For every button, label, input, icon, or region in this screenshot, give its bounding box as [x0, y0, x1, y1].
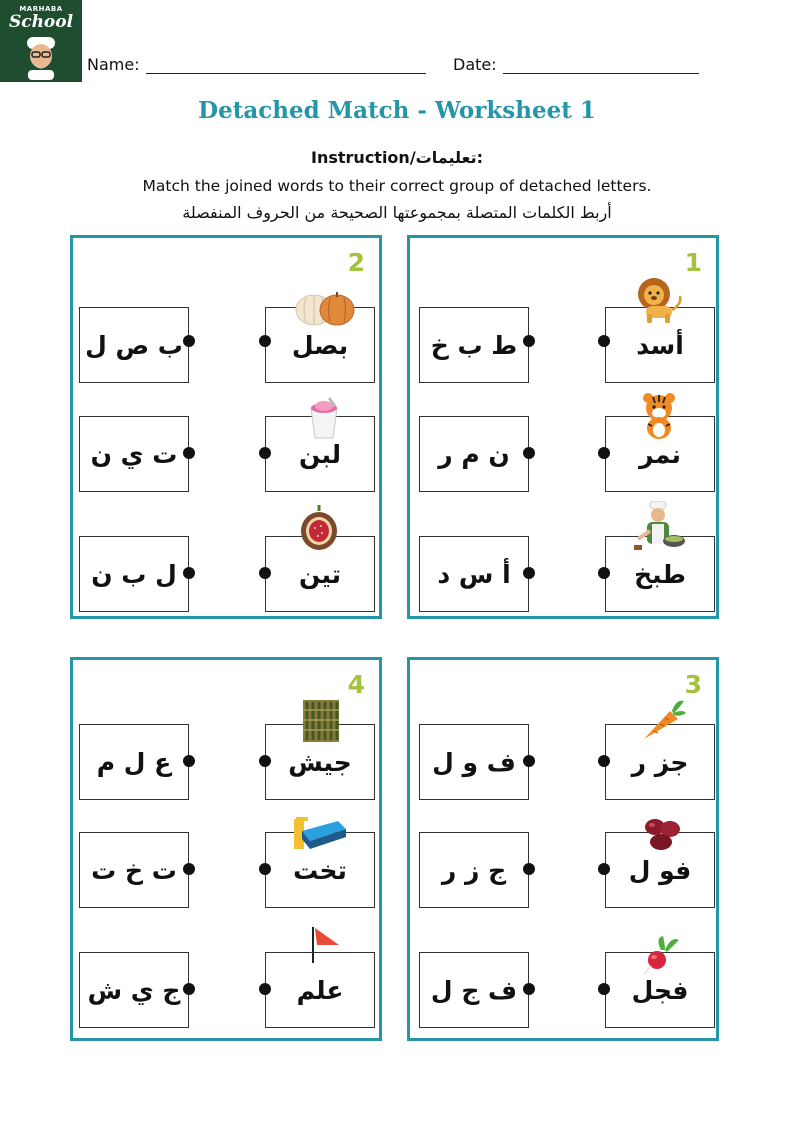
panel-number: 3	[684, 670, 702, 699]
joined-word-box[interactable]: تخت	[265, 832, 375, 908]
date-field[interactable]	[453, 55, 699, 74]
lion-icon	[634, 274, 686, 326]
name-field[interactable]	[87, 55, 426, 74]
joined-word-box[interactable]: فجل	[605, 952, 715, 1028]
match-dot[interactable]	[259, 335, 271, 347]
flag-icon	[307, 925, 343, 965]
panel-number: 2	[347, 248, 365, 277]
detached-letters-box[interactable]: أ س د	[419, 536, 529, 612]
radish-icon	[641, 934, 683, 976]
detached-letters-box[interactable]: ف ج ل	[419, 952, 529, 1028]
name-line[interactable]	[146, 57, 426, 74]
match-dot[interactable]	[183, 983, 195, 995]
logo-small-text: MARHABA	[19, 5, 63, 13]
joined-word-box[interactable]: طبخ	[605, 536, 715, 612]
joined-word-box[interactable]: علم	[265, 952, 375, 1028]
instruction-heading: Instruction/تعليمات:	[311, 148, 483, 167]
teacher-avatar-icon	[24, 34, 58, 80]
name-label: Name:	[87, 55, 140, 74]
worksheet-title: Detached Match - Worksheet 1	[198, 97, 596, 124]
bed-icon	[292, 815, 348, 851]
match-dot[interactable]	[523, 863, 535, 875]
onion-icon	[294, 288, 356, 326]
joined-word-box[interactable]: جيش	[265, 724, 375, 800]
match-dot[interactable]	[259, 567, 271, 579]
match-dot[interactable]	[259, 863, 271, 875]
date-line[interactable]	[503, 57, 699, 74]
detached-letters-box[interactable]: ت خ ت	[79, 832, 189, 908]
school-logo	[0, 0, 82, 82]
joined-word-box[interactable]: جز ر	[605, 724, 715, 800]
fig-icon	[299, 503, 339, 551]
match-dot[interactable]	[523, 983, 535, 995]
match-dot[interactable]	[523, 335, 535, 347]
detached-letters-box[interactable]: ط ب خ	[419, 307, 529, 383]
detached-letters-box[interactable]: ج ي ش	[79, 952, 189, 1028]
joined-word-box[interactable]: بصل	[265, 307, 375, 383]
match-dot[interactable]	[183, 447, 195, 459]
match-dot[interactable]	[598, 755, 610, 767]
instruction-arabic: أربط الكلمات المتصلة بمجموعتها الصحيحة من الحروف المنفصلة	[182, 203, 612, 222]
panel-number: 4	[347, 670, 365, 699]
detached-letters-box[interactable]: ج ز ر	[419, 832, 529, 908]
match-dot[interactable]	[598, 863, 610, 875]
match-dot[interactable]	[183, 567, 195, 579]
army-icon	[301, 698, 341, 744]
cooking-icon	[630, 501, 688, 551]
match-dot[interactable]	[523, 755, 535, 767]
detached-letters-box[interactable]: ل ب ن	[79, 536, 189, 612]
match-dot[interactable]	[183, 755, 195, 767]
carrot-icon	[640, 697, 688, 743]
match-dot[interactable]	[598, 335, 610, 347]
match-dot[interactable]	[183, 863, 195, 875]
detached-letters-box[interactable]: ف و ل	[419, 724, 529, 800]
match-dot[interactable]	[259, 755, 271, 767]
tiger-icon	[639, 391, 679, 443]
detached-letters-box[interactable]: ع ل م	[79, 724, 189, 800]
match-dot[interactable]	[183, 335, 195, 347]
logo-big-text: School	[8, 12, 74, 32]
match-dot[interactable]	[259, 983, 271, 995]
match-dot[interactable]	[523, 567, 535, 579]
match-dot[interactable]	[598, 983, 610, 995]
joined-word-box[interactable]: فو ل	[605, 832, 715, 908]
joined-word-box[interactable]: تين	[265, 536, 375, 612]
joined-word-box[interactable]: أسد	[605, 307, 715, 383]
date-label: Date:	[453, 55, 497, 74]
match-dot[interactable]	[259, 447, 271, 459]
joined-word-box[interactable]: نمر	[605, 416, 715, 492]
match-dot[interactable]	[523, 447, 535, 459]
beans-icon	[641, 815, 683, 853]
match-dot[interactable]	[598, 567, 610, 579]
match-dot[interactable]	[598, 447, 610, 459]
detached-letters-box[interactable]: ن م ر	[419, 416, 529, 492]
yogurt-icon	[305, 396, 343, 440]
detached-letters-box[interactable]: ت ي ن	[79, 416, 189, 492]
joined-word-box[interactable]: لبن	[265, 416, 375, 492]
detached-letters-box[interactable]: ب ص ل	[79, 307, 189, 383]
instruction-english: Match the joined words to their correct group of detached letters.	[142, 177, 652, 195]
panel-number: 1	[684, 248, 702, 277]
